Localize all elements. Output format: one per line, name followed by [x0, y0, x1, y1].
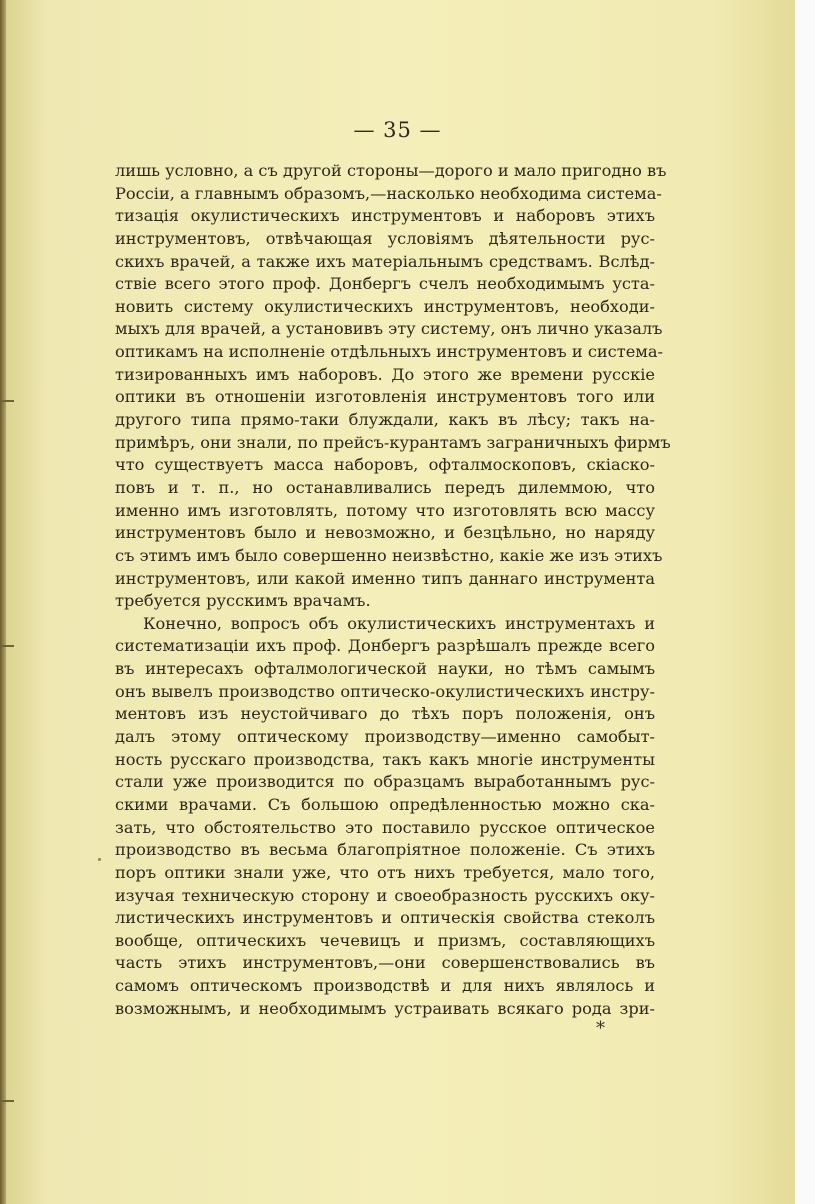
- text-line: часть этихъ инструментовъ,—они совершенствовались въ: [115, 953, 655, 973]
- text-line: Конечно, вопросъ объ окулистическихъ инструментахъ и: [143, 613, 655, 633]
- text-line: онъ вывелъ производство оптическо-окулистическихъ инстру-: [115, 681, 655, 701]
- text-line: листическихъ инструментовъ и оптическія свойства стеколъ: [115, 908, 655, 928]
- text-line: ность русскаго производства, такъ какъ многіе инструменты: [115, 749, 655, 769]
- gutter-mark: [0, 645, 14, 647]
- body-text: [115, 160, 671, 1020]
- text-line: ментовъ изъ неустойчиваго до тѣхъ поръ положенія, онъ: [115, 704, 655, 724]
- page-binding-edge: [0, 0, 6, 1204]
- text-line: инструментовъ, отвѣчающая условіямъ дѣятельности рус-: [115, 228, 655, 248]
- text-line: требуется русскимъ врачамъ.: [115, 591, 371, 611]
- text-line: тизація окулистическихъ инструментовъ и наборовъ этихъ: [115, 206, 655, 226]
- text-line: въ интересахъ офталмологической науки, но тѣмъ самымъ: [115, 659, 655, 679]
- text-line: производство въ весьма благопріятное положеніе. Съ этихъ: [115, 840, 655, 860]
- text-line: повъ и т. п., но останавливались передъ дилеммою, что: [115, 477, 655, 497]
- gutter-mark: [0, 1100, 14, 1102]
- text-line: примѣръ, они знали, по прейсъ-курантамъ заграничныхъ фирмъ: [115, 432, 671, 452]
- gutter-mark: [0, 400, 14, 402]
- text-line: ствіе всего этого проф. Донбергъ счелъ необходимымъ уста-: [115, 274, 655, 294]
- text-line: поръ оптики знали уже, что отъ нихъ требуется, мало того,: [115, 862, 655, 882]
- text-line: лишь условно, а съ другой стороны—дорого и мало пригодно въ: [115, 161, 667, 180]
- text-line: стали уже производится по образцамъ выработаннымъ рус-: [115, 772, 655, 792]
- footnote-mark: *: [596, 1018, 605, 1039]
- text-line: далъ этому оптическому производству—именно самобыт-: [115, 727, 655, 747]
- scan-margin: [795, 0, 815, 1204]
- text-line: другого типа прямо-таки блуждали, какъ въ лѣсу; такъ на-: [115, 410, 655, 430]
- text-line: именно имъ изготовлять, потому что изготовлять всю массу: [115, 500, 655, 520]
- text-line: тизированныхъ имъ наборовъ. До этого же времени русскіе: [115, 364, 655, 384]
- text-line: инструментовъ, или какой именно типъ даннаго инструмента: [115, 568, 655, 588]
- text-line: съ этимъ имъ было совершенно неизвѣстно, какіе же изъ этихъ: [115, 545, 663, 565]
- page-number: — 35 —: [353, 118, 442, 142]
- text-line: Россіи, а главнымъ образомъ,—насколько необходима система-: [115, 183, 662, 203]
- text-line: возможнымъ, и необходимымъ устраивать всякаго рода зри-: [115, 998, 655, 1018]
- text-line: зать, что обстоятельство это поставило русское оптическое: [115, 817, 655, 837]
- text-line: инструментовъ было и невозможно, и безцѣльно, но наряду: [115, 523, 655, 543]
- text-line: новить систему окулистическихъ инструментовъ, необходи-: [115, 296, 655, 316]
- text-line: вообще, оптическихъ чечевицъ и призмъ, составляющихъ: [115, 930, 655, 950]
- text-line: скихъ врачей, а также ихъ матеріальнымъ средствамъ. Вслѣд-: [115, 251, 655, 271]
- text-line: скими врачами. Съ большою опредѣленностью можно ска-: [115, 794, 655, 814]
- text-line: оптикамъ на исполненіе отдѣльныхъ инструментовъ и система-: [115, 342, 663, 362]
- text-line: оптики въ отношеніи изготовленія инструментовъ того или: [115, 387, 655, 407]
- paper-speck: [98, 858, 101, 861]
- text-line: изучая техническую сторону и своеобразность русскихъ оку-: [115, 885, 655, 905]
- text-line: что существуетъ масса наборовъ, офталмоскоповъ, скіаско-: [115, 455, 655, 475]
- text-line: систематизаціи ихъ проф. Донбергъ разрѣшалъ прежде всего: [115, 636, 655, 656]
- text-line: самомъ оптическомъ производствѣ и для нихъ являлось и: [115, 976, 655, 996]
- text-line: мыхъ для врачей, а установивъ эту систему, онъ лично указалъ: [115, 319, 663, 339]
